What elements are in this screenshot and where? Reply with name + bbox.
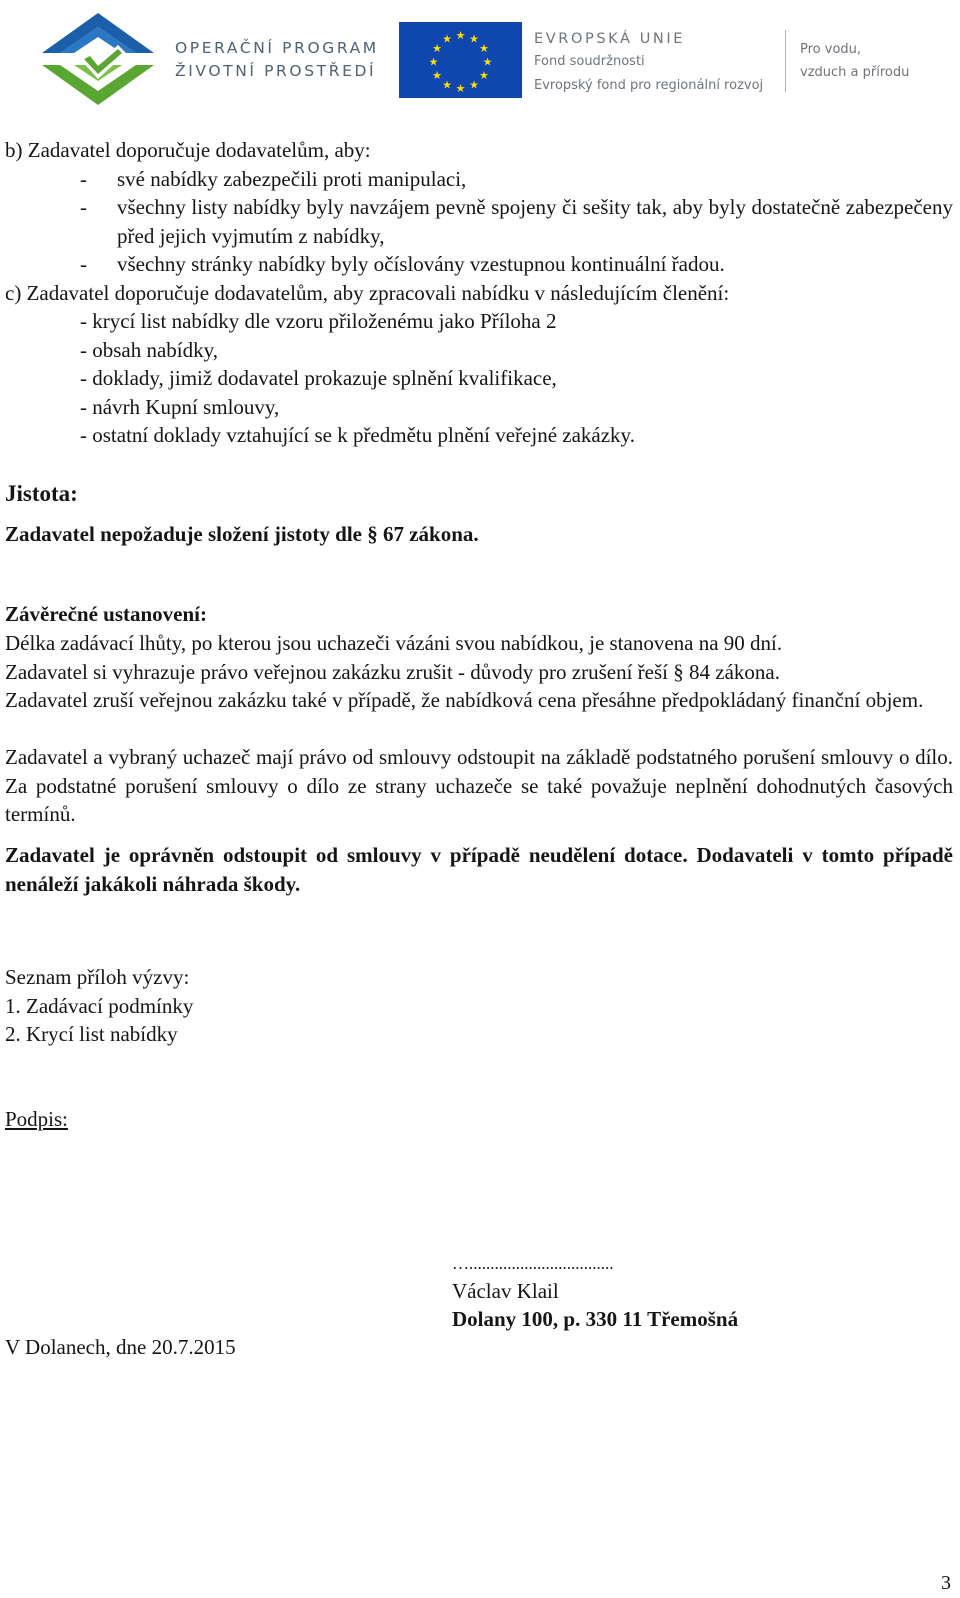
prilohy-item-1: 1. Zadávací podmínky (5, 994, 194, 1018)
svg-text:★: ★ (482, 55, 493, 69)
section-c-item-2: - obsah nabídky, (80, 338, 219, 362)
jistota-text: Zadavatel nepožaduje složení jistoty dle § 67 zákona. (5, 522, 479, 546)
eu-fund-1: Fond soudržnosti (534, 54, 645, 69)
eu-title: EVROPSKÁ UNIE (534, 31, 685, 47)
zaverecne-p4: Zadavatel a vybraný uchazeč mají právo od smlouvy odstoupit na základě podstatného porušení smlouvy o dílo. Za podstatné porušení smlouvy o dílo ze strany uchazeče se také považuje neplnění dohodnutých časových termínů. (5, 745, 953, 826)
section-c-intro: c) Zadavatel doporučuje dodavatelům, aby zpracovali nabídku v následujícím členění: (5, 281, 730, 305)
eu-flag-icon (399, 22, 522, 98)
svg-text:★: ★ (442, 32, 452, 46)
signature-dots: ….................................. (452, 1254, 614, 1273)
dash-marker: - (80, 167, 87, 191)
podpis-label: Podpis: (5, 1107, 69, 1131)
section-c-item-5: - ostatní doklady vztahující se k předmětu plnění veřejné zakázky. (80, 423, 635, 447)
dash-marker: - (80, 195, 87, 219)
prilohy-heading: Seznam příloh výzvy: (5, 965, 190, 989)
section-b-item-3: všechny stránky nabídky byly očíslovány vzestupnou kontinuální řadou. (117, 252, 725, 276)
eu-fund-2: Evropský fond pro regionální rozvoj (534, 78, 764, 93)
svg-text:★: ★ (479, 42, 489, 55)
svg-text:★: ★ (432, 42, 442, 55)
prilohy-item-2: 2. Krycí list nabídky (5, 1022, 178, 1046)
zaverecne-heading: Závěrečné ustanovení: (5, 602, 208, 626)
section-b-item-2: všechny listy nabídky byly navzájem pevně spojeny či sešity tak, aby byly dostatečně zabezpečeny před jejich vyjmutím z nabídky, (117, 195, 953, 248)
eu-text-block (534, 28, 763, 98)
signatory-name: Václav Klail (452, 1279, 559, 1303)
slogan-line1: Pro vodu, (800, 42, 862, 57)
opzp-logo-icon (38, 13, 158, 105)
opzp-line1: OPERAČNÍ PROGRAM (175, 39, 379, 57)
section-c-item-3: - doklady, jimiž dodavatel prokazuje splnění kvalifikace, (80, 366, 557, 390)
svg-text:★: ★ (442, 78, 452, 92)
zaverecne-p5: Zadavatel je oprávněn odstoupit od smlouvy v případě neudělení dotace. Dodavateli v tomto případě nenáleží jakákoli náhrada škody. (5, 843, 953, 896)
zaverecne-p3: Zadavatel zruší veřejnou zakázku také v případě, že nabídková cena přesáhne předpokládaný finanční objem. (5, 688, 924, 712)
header-divider (785, 30, 786, 92)
opzp-title (175, 37, 379, 83)
svg-text:★: ★ (432, 69, 442, 82)
section-c-item-4: - návrh Kupní smlouvy, (80, 395, 280, 419)
section-b-item-1: své nabídky zabezpečili proti manipulaci, (117, 167, 467, 191)
zaverecne-p1: Délka zadávací lhůty, po kterou jsou uchazeči vázáni svou nabídkou, je stanovena na 90 dní. (5, 631, 783, 655)
svg-text:★: ★ (428, 55, 439, 69)
zaverecne-p2: Zadavatel si vyhrazuje právo veřejnou zakázku zrušit - důvody pro zrušení řeší § 84 zákona. (5, 660, 780, 684)
place-date: V Dolanech, dne 20.7.2015 (5, 1335, 236, 1359)
svg-text:★: ★ (455, 82, 466, 95)
section-c-item-1: - krycí list nabídky dle vzoru přiloženému jako Příloha 2 (80, 309, 557, 333)
svg-text:★: ★ (469, 32, 479, 46)
section-b-intro: b) Zadavatel doporučuje dodavatelům, aby: (5, 138, 371, 162)
eu-stars-icon (399, 22, 522, 98)
slogan-line2: vzduch a přírodu (800, 65, 910, 80)
svg-text:★: ★ (469, 78, 479, 92)
slogan (800, 38, 909, 84)
svg-text:★: ★ (455, 29, 466, 42)
header-logos (0, 0, 960, 118)
dash-marker: - (80, 252, 87, 276)
page-number: 3 (941, 1572, 951, 1594)
opzp-line2: ŽIVOTNÍ PROSTŘEDÍ (175, 62, 377, 80)
signatory-address: Dolany 100, p. 330 11 Třemošná (452, 1307, 739, 1331)
svg-text:★: ★ (479, 69, 489, 82)
jistota-heading: Jistota: (5, 481, 78, 506)
